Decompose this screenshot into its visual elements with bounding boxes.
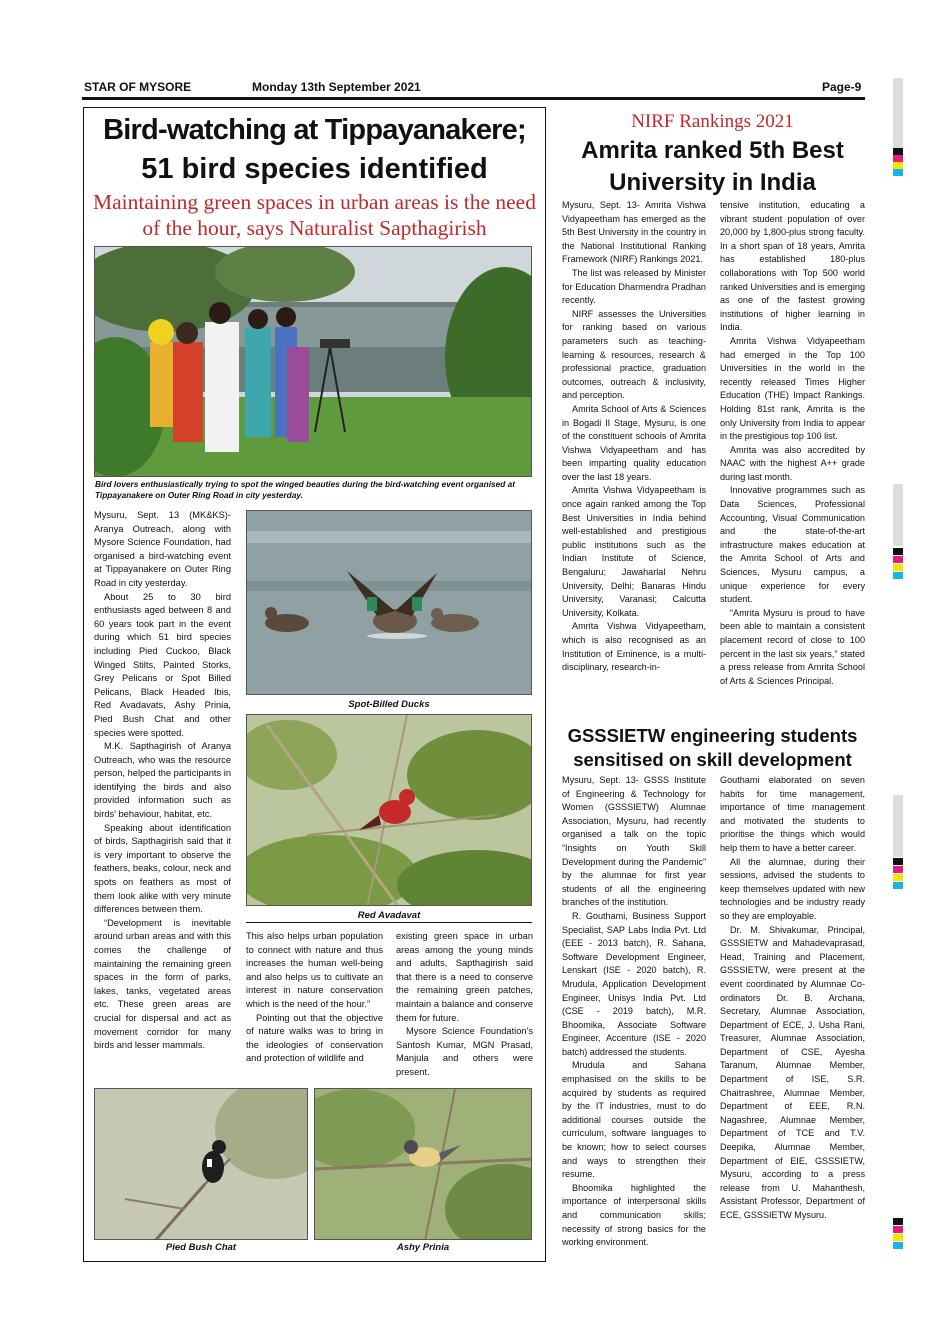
bushchat-photo xyxy=(94,1088,308,1240)
reg-swatch-cyan xyxy=(893,169,903,176)
gsss-headline-line1: GSSSIETW engineering students xyxy=(567,725,858,746)
paragraph: existing green space in urban areas among the young minds and adults, Sapthagirish said that there is a need to conserve the remaining green patches, maintain a balance and conserve them for future. xyxy=(396,931,533,1023)
amrita-headline-line1: Amrita ranked 5th Best xyxy=(581,137,844,164)
avadavat-photo xyxy=(246,714,532,906)
bushchat-photo-graphic xyxy=(95,1089,308,1240)
ducks-photo xyxy=(246,510,532,695)
registration-bar xyxy=(893,484,903,546)
paragraph: M.K. Sapthagirish of Aranya Outreach, who was the resource person, helped the participants in identifying the birds and also provided information such as birds' behaviour, habitat, etc. xyxy=(94,741,231,820)
prinia-photo xyxy=(314,1088,532,1240)
avadavat-caption: Red Avadavat xyxy=(357,910,421,921)
bird-article-col2 xyxy=(246,930,383,1066)
paragraph: R. Gouthami, Business Support Specialist, SAP Labs India Pvt. Ltd (EEE - 2013 batch), R. Sahana, Software Development Engineer, Lenskart (ISE - 2020 batch), R. Mrudula, Application Development Engineer, Unisys India Pvt. Ltd (CSE - 2019 batch), M.R. Bhoomika, Associate Software Engineer, Accenture (ISE - 2020 batch) addressed the students. xyxy=(562,910,706,1057)
main-photo-caption: Bird lovers enthusiastically trying to spot the winged beauties during the bird-watching event organised at Tippayanakere on Outer Ring Road in city yesterday. xyxy=(95,479,515,500)
bushchat-caption: Pied Bush Chat xyxy=(165,1242,237,1253)
gsss-headline-line2: sensitised on skill development xyxy=(573,749,852,770)
reg-swatch-cyan xyxy=(893,1242,903,1249)
registration-bar xyxy=(893,795,903,857)
reg-swatch-black xyxy=(893,548,903,555)
prinia-photo-graphic xyxy=(315,1089,532,1240)
paragraph: Amrita Vishwa Vidyapeetham had emerged in the Top 100 Universities in the world in the recently released Times Higher Education (THE) Impact Rankings. Holding 81st rank, Amrita is the only University from India to appear in the prestigious top 100 list. xyxy=(720,335,865,442)
reg-swatch-black xyxy=(893,858,903,865)
paragraph: Pointing out that the objective of nature walks was to bring in the ideologies of conservation and protection of wildlife and xyxy=(246,1012,383,1064)
paragraph: Dr. M. Shivakumar, Principal, GSSSIETW and Mahadevaprasad, Head, Training and Placement, GSSSIETW, were present at the event coordinated by Alumnae Co-ordinators Dr. B. Archana, Secretary, Alumnae Association, Department of ECE, J. Usha Rani, Treasurer, Alumnae Association, Department of CSE, Ayesha Taranum, Alumnae Member, Department of ISE, S.R. Chaitrashree, Alumnae Member, Department of EEE, R.N. Nagashree, Alumnae Member, Department of TCE and T.V. Deepika, Alumnae Member, Department of EIE, GSSSIETW, Mysuru, according to a press release from U. Mahanthesh, Assistant Professor, Department of ECE, GSSSIETW Mysuru. xyxy=(720,924,865,1220)
bird-article-col3 xyxy=(396,930,533,1080)
paragraph: All the alumnae, during their sessions, advised the students to keep themselves updated with new technologies and be industry ready so they are employable. xyxy=(720,856,865,921)
paragraph: About 25 to 30 bird enthusiasts aged between 8 and 60 years took part in the event during which 51 bird species including Pied Cuckoo, Black Winged Stilts, Painted Storks, Grey Pelicans or Spot Billed Pelicans, Black Headed Ibis, Red Avadavats, Ashy Prinia, Pied Bush Chat and other species were spotted. xyxy=(94,591,231,738)
birdwatchers-photo xyxy=(94,246,532,477)
bird-headline-line1: Bird-watching at Tippayanakere; xyxy=(103,114,526,146)
reg-swatch-magenta xyxy=(893,155,903,162)
birdwatchers-photo-graphic xyxy=(95,247,532,477)
paragraph: Amrita Vishwa Vidyapeetham is once again ranked among the Top Best Universities in India behind well-established and prestigious public institutions such as the Indian Institute of Science, Bengaluru; Jawaharlal Nehru University, Delhi; Banaras Hindu University, Varanasi; Calcutta University, Kolkata. xyxy=(562,485,706,618)
page-number: Page-9 xyxy=(822,80,862,94)
paragraph: Speaking about identification of birds, Sapthagirish said that it is very important to observe the feathers, beaks, colour, neck and spots on feathers as most of them look alike with very minute differences between them. xyxy=(94,822,231,915)
amrita-headline-line2: University in India xyxy=(609,169,816,196)
paragraph: Mrudula and Sahana emphasised on the skills to be acquired by students as required by the IT industries, must to do additional courses outside the curriculum, software languages to be known; how to select courses and ways to strengthen their resume. xyxy=(562,1060,706,1180)
prinia-caption: Ashy Prinia xyxy=(396,1242,450,1253)
caption-rule xyxy=(246,922,532,923)
reg-swatch-black xyxy=(893,1218,903,1225)
reg-swatch-yellow xyxy=(893,874,903,881)
issue-date: Monday 13th September 2021 xyxy=(252,80,421,94)
paragraph: Mysuru, Sept. 13 (MK&KS)- Aranya Outreach, along with Mysore Science Foundation, had organised a bird-watching event at Tippayanakere on Outer Ring Road in city yesterday. xyxy=(94,510,231,588)
reg-swatch-yellow xyxy=(893,564,903,571)
paragraph: Mysore Science Foundation's Santosh Kumar, MGN Prasad, Manjula and others were present. xyxy=(396,1026,533,1077)
reg-swatch-cyan xyxy=(893,572,903,579)
reg-swatch-magenta xyxy=(893,866,903,873)
bird-subhead: Maintaining green spaces in urban areas is the need of the hour, says Naturalist Sapthagirish xyxy=(93,190,536,240)
header-rule xyxy=(82,97,865,100)
registration-bar xyxy=(893,78,903,148)
reg-swatch-yellow xyxy=(893,1234,903,1241)
reg-swatch-black xyxy=(893,148,903,155)
paragraph: “Amrita Mysuru is proud to have been able to maintain a consistent placement record of close to 100 percent in the last six years,” stated a press release from Amrita School of Arts & Sciences Principal. xyxy=(720,607,865,686)
paragraph: NIRF assesses the Universities for ranking based on various parameters such as teaching-learning & resources, research & professional practice, graduation outcomes, outreach & inclusivity, and perception. xyxy=(562,308,706,401)
paragraph: This also helps urban population to connect with nature and thus increases the human well-being and also helps us to cultivate an interest in nature conservation which is the need of the hour.” xyxy=(246,931,383,1009)
avadavat-photo-graphic xyxy=(247,715,532,906)
reg-swatch-yellow xyxy=(893,162,903,169)
gsss-col-c xyxy=(562,774,706,1250)
nirf-kicker: NIRF Rankings 2021 xyxy=(631,111,794,132)
reg-swatch-magenta xyxy=(893,556,903,563)
amrita-col-a xyxy=(562,199,706,675)
paragraph: Innovative programmes such as Data Sciences, Professional Accounting, Visual Communication and the state-of-the-art infrastructure makes education at the Amrita School of Arts and Sciences, Mysuru campus, a unique experience for every student. xyxy=(720,485,865,605)
amrita-col-b xyxy=(720,199,865,688)
paragraph: Amrita Vishwa Vidyapeetham, which is also recognised as an Institution of Eminence, is a multi-disciplinary, research-in- xyxy=(562,621,706,673)
reg-swatch-cyan xyxy=(893,882,903,889)
paragraph: “Development is inevitable around urban areas and with this comes the challenge of maintaining the remaining green spaces in the form of parks, lakes, tanks, vegetated areas etc. These green areas are crucial for dispersal and act as movement corridor for many birds and lesser mammals. xyxy=(94,917,231,1051)
paragraph: Amrita School of Arts & Sciences in Bogadi II Stage, Mysuru, is one of the constituent schools of Amrita Vishwa Vidyapeetham and has been imparting quality education over the last 18 years. xyxy=(562,403,706,482)
paragraph: Mysuru, Sept. 13- GSSS Institute of Engineering & Technology for Women (GSSSIETW) Alumnae Association, Mysuru, had recently organised a talk on the topic “Insights on Youth Skill Development during the Pandemic” by the alumnae for first year students of all the engineering branches of the institution. xyxy=(562,775,706,908)
bird-article-col1 xyxy=(94,509,231,1053)
ducks-caption: Spot-Billed Ducks xyxy=(348,699,430,710)
paragraph: Amrita was also accredited by NAAC with the highest A++ grade during last month. xyxy=(720,444,865,482)
gsss-col-d xyxy=(720,774,865,1223)
paragraph: Mysuru, Sept. 13- Amrita Vishwa Vidyapeetham has emerged as the 5th Best University in the country in the National Institutional Ranking Framework (NIRF) Rankings 2021. xyxy=(562,200,706,265)
paragraph: Bhoomika highlighted the importance of interpersonal skills and communication skills; necessity of strong basics for the working environment. xyxy=(562,1182,706,1248)
paragraph: tensive institution, educating a vibrant student population of over 20,000 by 1,800-plus strong faculty. In a short span of 18 years, Amrita has established 180-plus collaborations with Top 500 world ranked Universities and is emerging as one of the fastest growing institutions of higher learning in India. xyxy=(720,200,865,333)
bird-headline-line2: 51 bird species identified xyxy=(141,153,488,185)
ducks-photo-graphic xyxy=(247,511,532,695)
paper-name: STAR OF MYSORE xyxy=(84,80,192,94)
reg-swatch-magenta xyxy=(893,1226,903,1233)
paragraph: Gouthami elaborated on seven habits for time management, importance of time management and motivated the students to prioritise the things which would help them to have a better career. xyxy=(720,775,865,853)
paragraph: The list was released by Minister for Education Dharmendra Pradhan recently. xyxy=(562,267,706,306)
